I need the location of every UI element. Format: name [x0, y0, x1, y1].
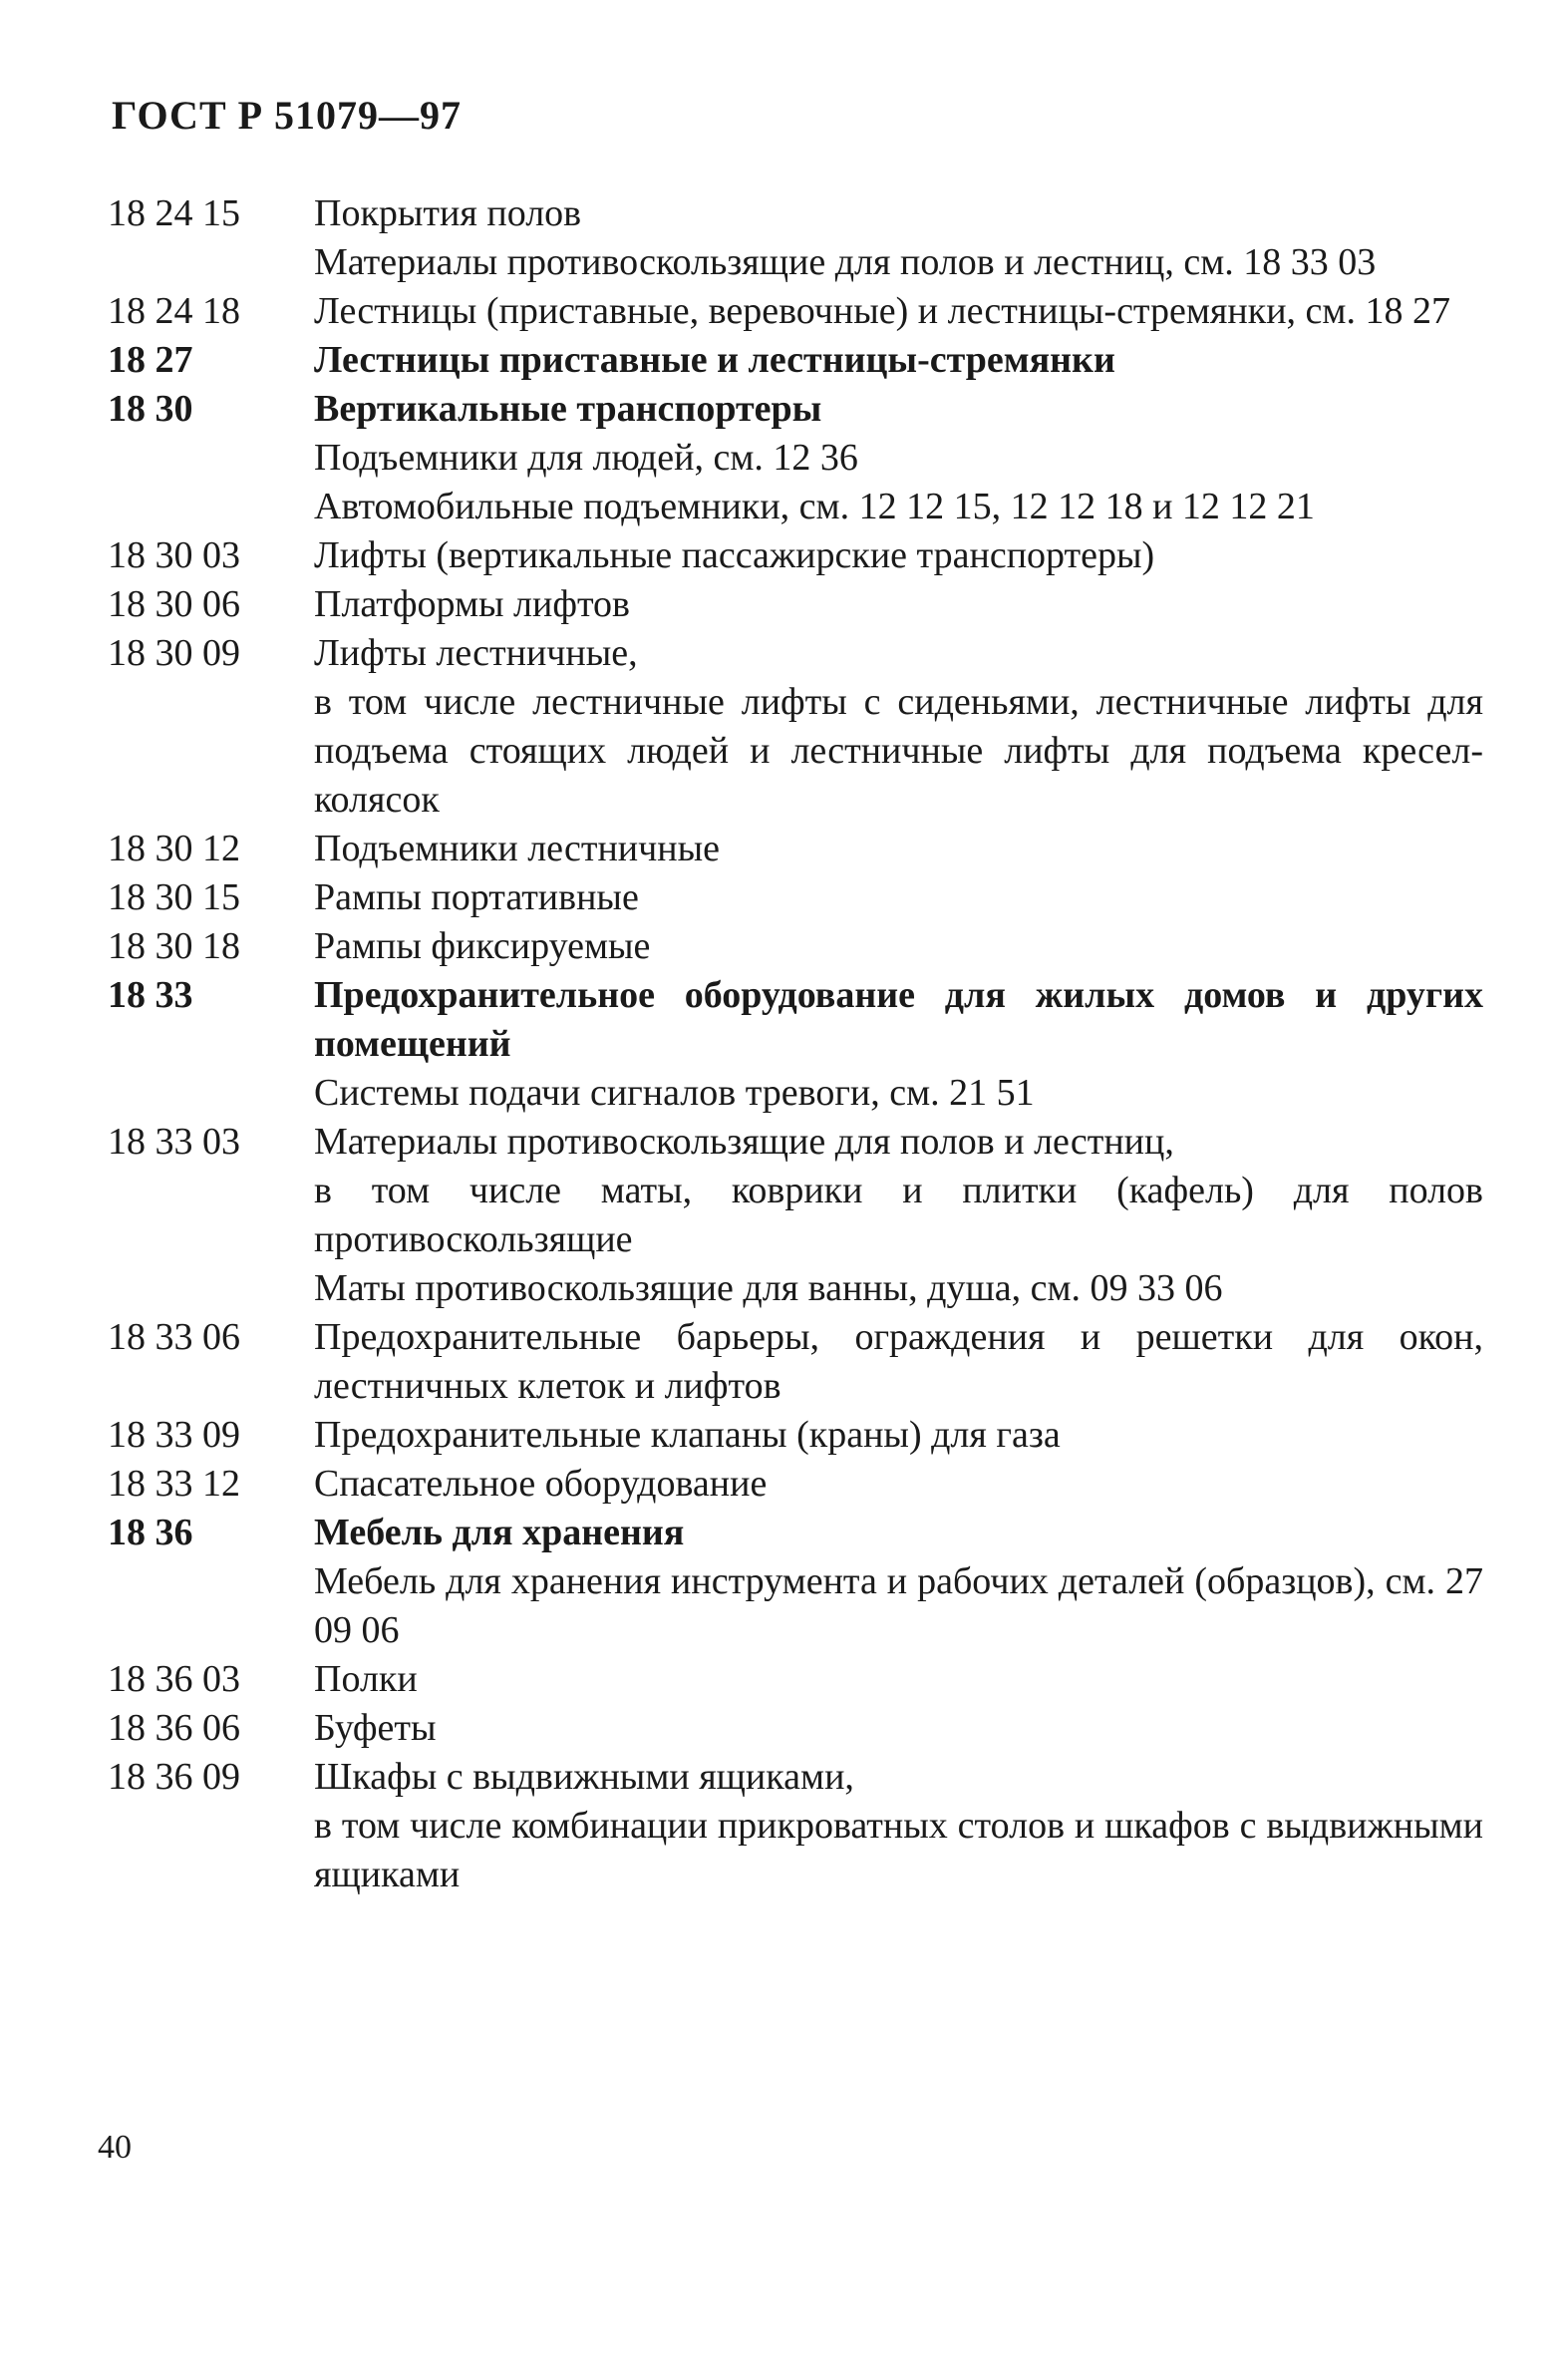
entry-code: 18 30 06	[108, 583, 240, 625]
entry-title: Рампы портативные	[314, 876, 639, 918]
entry-title: Материалы противоскользящие для полов и лестниц,	[314, 1121, 1174, 1163]
entry-texts	[314, 1704, 1483, 1753]
entry-code: 18 36 06	[108, 1707, 240, 1749]
entry-texts	[314, 1509, 1483, 1655]
entry-title: Предохранительные клапаны (краны) для газа	[314, 1414, 1061, 1456]
entry-title: Лестницы (приставные, веревочные) и лестницы-стремянки, см. 18 27	[314, 290, 1450, 332]
entry-code: 18 27	[108, 339, 193, 381]
entry-texts	[314, 1411, 1483, 1460]
entry-row	[108, 1313, 1483, 1411]
entry-code: 18 36 03	[108, 1658, 240, 1700]
entry-title: Лестницы приставные и лестницы-стремянки	[314, 339, 1115, 381]
entry-texts	[314, 580, 1483, 629]
entry-title: Рампы фиксируемые	[314, 925, 651, 967]
entry-title: Предохранительное оборудование для жилых домов и других помещений	[314, 974, 1483, 1065]
entry-texts	[314, 385, 1483, 531]
entry-title: Вертикальные транспортеры	[314, 388, 822, 430]
entry-row	[108, 922, 1483, 971]
section-heading-row	[108, 971, 1483, 1118]
entry-note: Подъемники для людей, см. 12 36	[314, 437, 858, 479]
page-number: 40	[98, 2129, 132, 2166]
entry-row	[108, 825, 1483, 873]
entry-row	[108, 531, 1483, 580]
entry-code: 18 30 18	[108, 925, 240, 967]
entry-note: Маты противоскользящие для ванны, душа, см. 09 33 06	[314, 1267, 1223, 1309]
entry-texts	[314, 629, 1483, 825]
entry-row	[108, 189, 1483, 287]
entry-row	[108, 629, 1483, 825]
entry-title: Полки	[314, 1658, 418, 1700]
entry-texts	[314, 1313, 1483, 1411]
entry-texts	[314, 873, 1483, 922]
entry-row	[108, 1118, 1483, 1313]
entry-texts	[314, 531, 1483, 580]
entry-row	[108, 1460, 1483, 1509]
entry-title: Шкафы с выдвижными ящиками,	[314, 1756, 854, 1798]
entry-title: Подъемники лестничные	[314, 828, 720, 869]
entry-code: 18 33 12	[108, 1463, 240, 1505]
entry-row	[108, 1655, 1483, 1704]
entry-code: 18 30 03	[108, 534, 240, 576]
entry-texts	[314, 287, 1483, 336]
entry-code: 18 33 09	[108, 1414, 240, 1456]
entry-code: 18 33 03	[108, 1121, 240, 1163]
entry-texts	[314, 189, 1483, 287]
entry-note: Системы подачи сигналов тревоги, см. 21 51	[314, 1072, 1035, 1114]
entry-code: 18 30	[108, 388, 193, 430]
entry-texts	[314, 336, 1483, 385]
entry-code: 18 30 09	[108, 632, 240, 674]
entry-row	[108, 287, 1483, 336]
entry-texts	[314, 825, 1483, 873]
entry-title: Платформы лифтов	[314, 583, 630, 625]
entry-texts	[314, 1460, 1483, 1509]
entry-code: 18 36	[108, 1512, 193, 1553]
entry-note: в том числе комбинации прикроватных столов и шкафов с выдвижными ящиками	[314, 1805, 1483, 1895]
entry-title: Лифты (вертикальные пассажирские транспортеры)	[314, 534, 1155, 576]
entry-note: в том числе лестничные лифты с сиденьями, лестничные лифты для подъема стоящих людей и лестничные лифты для подъема кресел-колясок	[314, 681, 1483, 821]
entry-code: 18 24 15	[108, 192, 240, 234]
entry-row	[108, 1753, 1483, 1899]
entry-texts	[314, 1118, 1483, 1313]
entry-note: Автомобильные подъемники, см. 12 12 15, 12 12 18 и 12 12 21	[314, 486, 1315, 527]
entry-texts	[314, 971, 1483, 1118]
entry-title: Покрытия полов	[314, 192, 582, 234]
entry-texts	[314, 1655, 1483, 1704]
entry-code: 18 33	[108, 974, 193, 1016]
entry-code: 18 33 06	[108, 1316, 240, 1358]
entry-code: 18 24 18	[108, 290, 240, 332]
entry-row	[108, 1704, 1483, 1753]
entry-row	[108, 1411, 1483, 1460]
entry-title: Буфеты	[314, 1707, 437, 1749]
entry-texts	[314, 922, 1483, 971]
entry-note: Материалы противоскользящие для полов и лестниц, см. 18 33 03	[314, 241, 1377, 283]
entry-code: 18 30 15	[108, 876, 240, 918]
document-header: ГОСТ Р 51079—97	[112, 93, 463, 138]
entry-row	[108, 873, 1483, 922]
section-heading-row	[108, 336, 1483, 385]
section-heading-row	[108, 1509, 1483, 1655]
entry-note: Мебель для хранения инструмента и рабочих деталей (образцов), см. 27 09 06	[314, 1560, 1483, 1651]
classification-list	[108, 189, 1483, 1899]
section-heading-row	[108, 385, 1483, 531]
entry-row	[108, 580, 1483, 629]
entry-title: Мебель для хранения	[314, 1512, 685, 1553]
entry-title: Предохранительные барьеры, ограждения и решетки для окон, лестничных клеток и лифтов	[314, 1316, 1483, 1407]
entry-title: Спасательное оборудование	[314, 1463, 768, 1505]
entry-note: в том числе маты, коврики и плитки (кафель) для полов противоскользящие	[314, 1170, 1483, 1260]
entry-code: 18 36 09	[108, 1756, 240, 1798]
entry-texts	[314, 1753, 1483, 1899]
entry-code: 18 30 12	[108, 828, 240, 869]
entry-title: Лифты лестничные,	[314, 632, 638, 674]
